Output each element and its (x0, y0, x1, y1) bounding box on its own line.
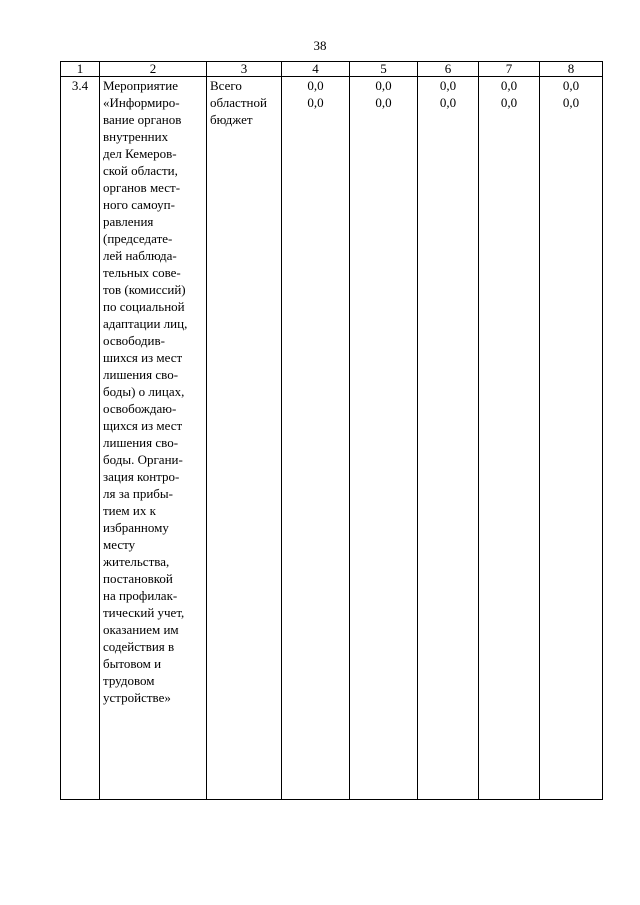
value-cell-col-6 (418, 77, 479, 800)
description-line: органов мест- (103, 180, 181, 195)
funding-source-regional-budget: областной (210, 95, 267, 110)
value-regional-budget: 0,0 (307, 95, 324, 110)
funding-source-cell (207, 77, 282, 800)
description-line: лишения сво- (103, 435, 179, 450)
description-line: освободив- (103, 333, 165, 348)
value-regional-budget: 0,0 (375, 95, 392, 110)
header-cell-8: 8 (540, 62, 603, 77)
description-line: шихся из мест (103, 350, 183, 365)
description-line: «Информиро- (103, 95, 180, 110)
measure-description (100, 77, 207, 800)
value-regional-budget: 0,0 (500, 95, 518, 110)
description-line: оказанием им (103, 622, 179, 637)
description-line: избранному (103, 520, 169, 535)
funding-source-regional-budget: бюджет (210, 112, 253, 127)
header-cell-7: 7 (479, 62, 540, 77)
description-line: (председате- (103, 231, 173, 246)
description-line: боды. Органи- (103, 452, 183, 467)
description-line: щихся из мест (103, 418, 183, 433)
description-line: адаптации лиц, (103, 316, 188, 331)
header-cell-1: 1 (61, 62, 100, 77)
description-line: Мероприятие (103, 78, 178, 93)
description-line: ного самоуп- (103, 197, 175, 212)
description-line: бытовом и (103, 656, 162, 671)
header-cell-6: 6 (418, 62, 479, 77)
description-line: на профилак- (103, 588, 178, 603)
description-line: освобождаю- (103, 401, 177, 416)
value-cell-col-7 (479, 77, 540, 800)
description-line: тием их к (103, 503, 156, 518)
value-total: 0,0 (439, 78, 457, 93)
description-line: ской области, (103, 163, 178, 178)
description-line: тов (комиссий) (103, 282, 186, 297)
description-line: зация контро- (103, 469, 180, 484)
description-line: лишения сво- (103, 367, 179, 382)
value-total: 0,0 (307, 78, 324, 93)
row-code: 3.4 (61, 77, 100, 800)
funding-source-total: Всего (210, 78, 242, 93)
description-line: боды) о лицах, (103, 384, 185, 399)
description-line: жительства, (103, 554, 170, 569)
table-row (61, 77, 603, 800)
header-cell-2: 2 (100, 62, 207, 77)
value-cell-col-5 (350, 77, 418, 800)
description-line: содействия в (103, 639, 175, 654)
value-total: 0,0 (562, 78, 580, 93)
header-cell-4: 4 (282, 62, 350, 77)
value-total: 0,0 (375, 78, 392, 93)
description-line: ля за прибы- (103, 486, 173, 501)
page-number: 38 (313, 38, 327, 53)
description-line: месту (103, 537, 136, 552)
budget-table (60, 61, 603, 800)
description-line: лей наблюда- (103, 248, 177, 263)
header-cell-3: 3 (207, 62, 282, 77)
value-total: 0,0 (500, 78, 518, 93)
description-line: устройстве» (103, 690, 171, 705)
value-regional-budget: 0,0 (562, 95, 580, 110)
value-cell-col-8 (540, 77, 603, 800)
header-cell-5: 5 (350, 62, 418, 77)
description-line: тельных сове- (103, 265, 181, 280)
description-line: дел Кемеров- (103, 146, 177, 161)
description-line: внутренних (103, 129, 169, 144)
description-line: равления (103, 214, 154, 229)
description-line: постановкой (103, 571, 173, 586)
value-regional-budget: 0,0 (439, 95, 457, 110)
value-cell-col-4 (282, 77, 350, 800)
description-line: вание органов (103, 112, 182, 127)
description-line: трудовом (103, 673, 155, 688)
header-row (61, 62, 603, 77)
description-line: по социальной (103, 299, 185, 314)
description-line: тический учет, (103, 605, 185, 620)
